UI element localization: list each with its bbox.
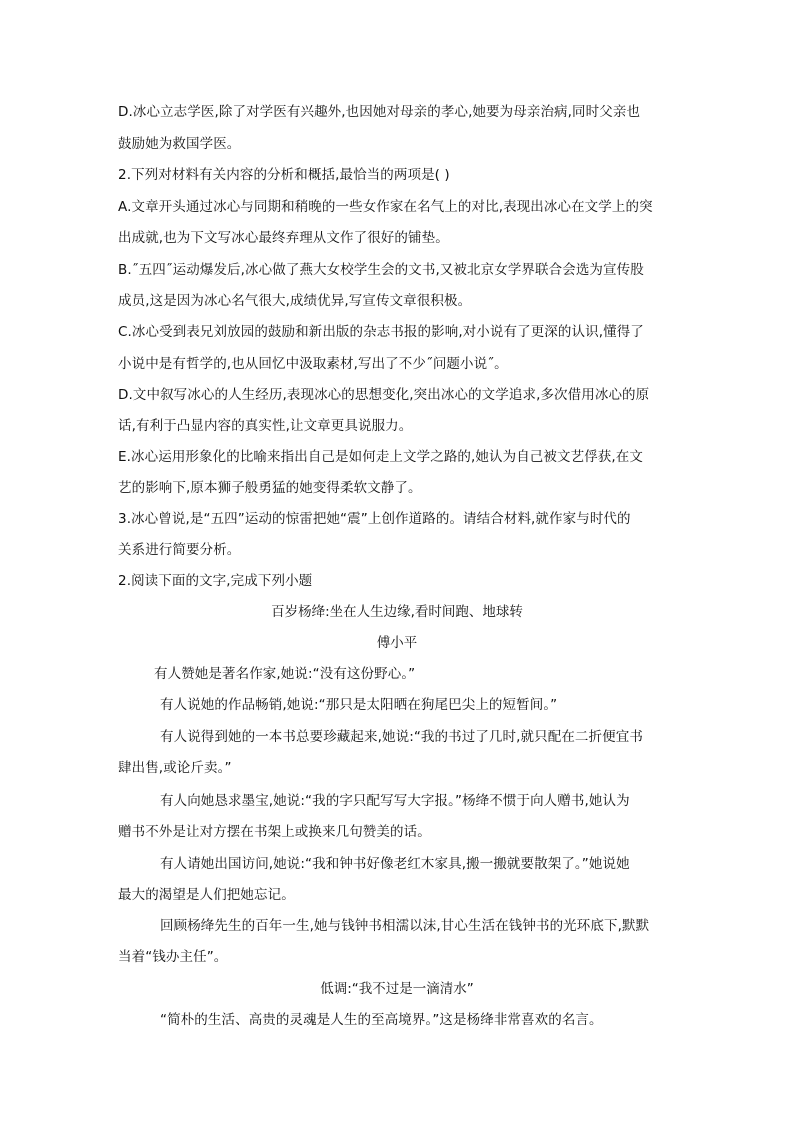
paragraph-5-line-1: 有人请她出国访问,她说:“我和钟书好像老红木家具,搬一搬就要散架了。”她说她 bbox=[160, 856, 630, 872]
paragraph-4-line-1: 有人向她恳求墨宝,她说:“我的字只配写写大字报。”杨绛不惯于向人赠书,她认为 bbox=[160, 793, 630, 809]
article-title: 百岁杨绛:坐在人生边缘,看时间跑、地球转 bbox=[271, 604, 523, 620]
option-c-line-2: 小说中是有哲学的,也从回忆中汲取素材,写出了不少˝问题小说˝。 bbox=[118, 356, 508, 372]
paragraph-1: 有人赞她是著名作家,她说:“没有这份野心。” bbox=[154, 666, 416, 682]
paragraph-4-line-2: 赠书不外是让对方摆在书架上或换来几句赞美的话。 bbox=[118, 824, 431, 840]
question-3-line-2: 关系进行简要分析。 bbox=[118, 542, 241, 558]
paragraph-3-line-1: 有人说得到她的一本书总要珍藏起来,她说:“我的书过了几时,就只配在二折便宜书 bbox=[160, 729, 643, 745]
option-b-line-2: 成员,这是因为冰心名气很大,成绩优异,写宣传文章很积极。 bbox=[118, 293, 472, 309]
question-2-stem: 2.下列对材料有关内容的分析和概括,最恰当的两项是( ) bbox=[118, 167, 450, 183]
option-d2-line-2: 话,有利于凸显内容的真实性,让文章更具说服力。 bbox=[118, 418, 413, 434]
option-a-line-2: 出成就,也为下文写冰心最终弃理从文作了很好的铺垫。 bbox=[118, 230, 449, 246]
paragraph-5-line-2: 最大的渴望是人们把她忘记。 bbox=[118, 887, 295, 903]
reading-instruction: 2.阅读下面的文字,完成下列小题 bbox=[118, 573, 313, 589]
option-e-line-2: 艺的影响下,原本狮子般勇猛的她变得柔软文静了。 bbox=[118, 480, 422, 496]
option-e-line-1: E.冰心运用形象化的比喻来指出自己是如何走上文学之路的,她认为自己被文艺俘获,在文 bbox=[118, 449, 644, 465]
option-a-line-1: A.文章开头通过冰心与同期和稍晚的一些女作家在名气上的对比,表现出冰心在文学上的突 bbox=[118, 199, 653, 215]
question-3-line-1: 3.冰心曾说,是“五四”运动的惊雷把她“震”上创作道路的。请结合材料,就作家与时代的 bbox=[118, 511, 631, 527]
option-c-line-1: C.冰心受到表兄刘放园的鼓励和新出版的杂志书报的影响,对小说有了更深的认识,懂得了 bbox=[118, 324, 644, 340]
paragraph-7: “简朴的生活、高贵的灵魂是人生的至高境界。”这是杨绛非常喜欢的名言。 bbox=[160, 1012, 603, 1028]
option-b-line-1: B.˝五四˝运动爆发后,冰心做了燕大女校学生会的文书,又被北京女学界联合会选为宣传股 bbox=[118, 262, 644, 278]
option-d2-line-1: D.文中叙写冰心的人生经历,表现冰心的思想变化,突出冰心的文学追求,多次借用冰心的原 bbox=[118, 387, 650, 403]
paragraph-2: 有人说她的作品畅销,她说:“那只是太阳晒在狗尾巴尖上的短暂间。” bbox=[160, 697, 558, 713]
option-d-line-2: 鼓励她为救国学医。 bbox=[118, 136, 241, 152]
article-author: 傅小平 bbox=[376, 635, 418, 651]
section-subheading: 低调:“我不过是一滴清水” bbox=[320, 981, 474, 997]
option-d-line-1: D.冰心立志学医,除了对学医有兴趣外,也因她对母亲的孝心,她要为母亲治病,同时父亲也 bbox=[118, 104, 641, 120]
paragraph-3-line-2: 肆出售,或论斤卖。” bbox=[118, 760, 232, 776]
paragraph-6-line-1: 回顾杨绛先生的百年一生,她与钱钟书相濡以沫,甘心生活在钱钟书的光环底下,默默 bbox=[160, 918, 650, 934]
paragraph-6-line-2: 当着“钱办主任”。 bbox=[118, 949, 228, 965]
